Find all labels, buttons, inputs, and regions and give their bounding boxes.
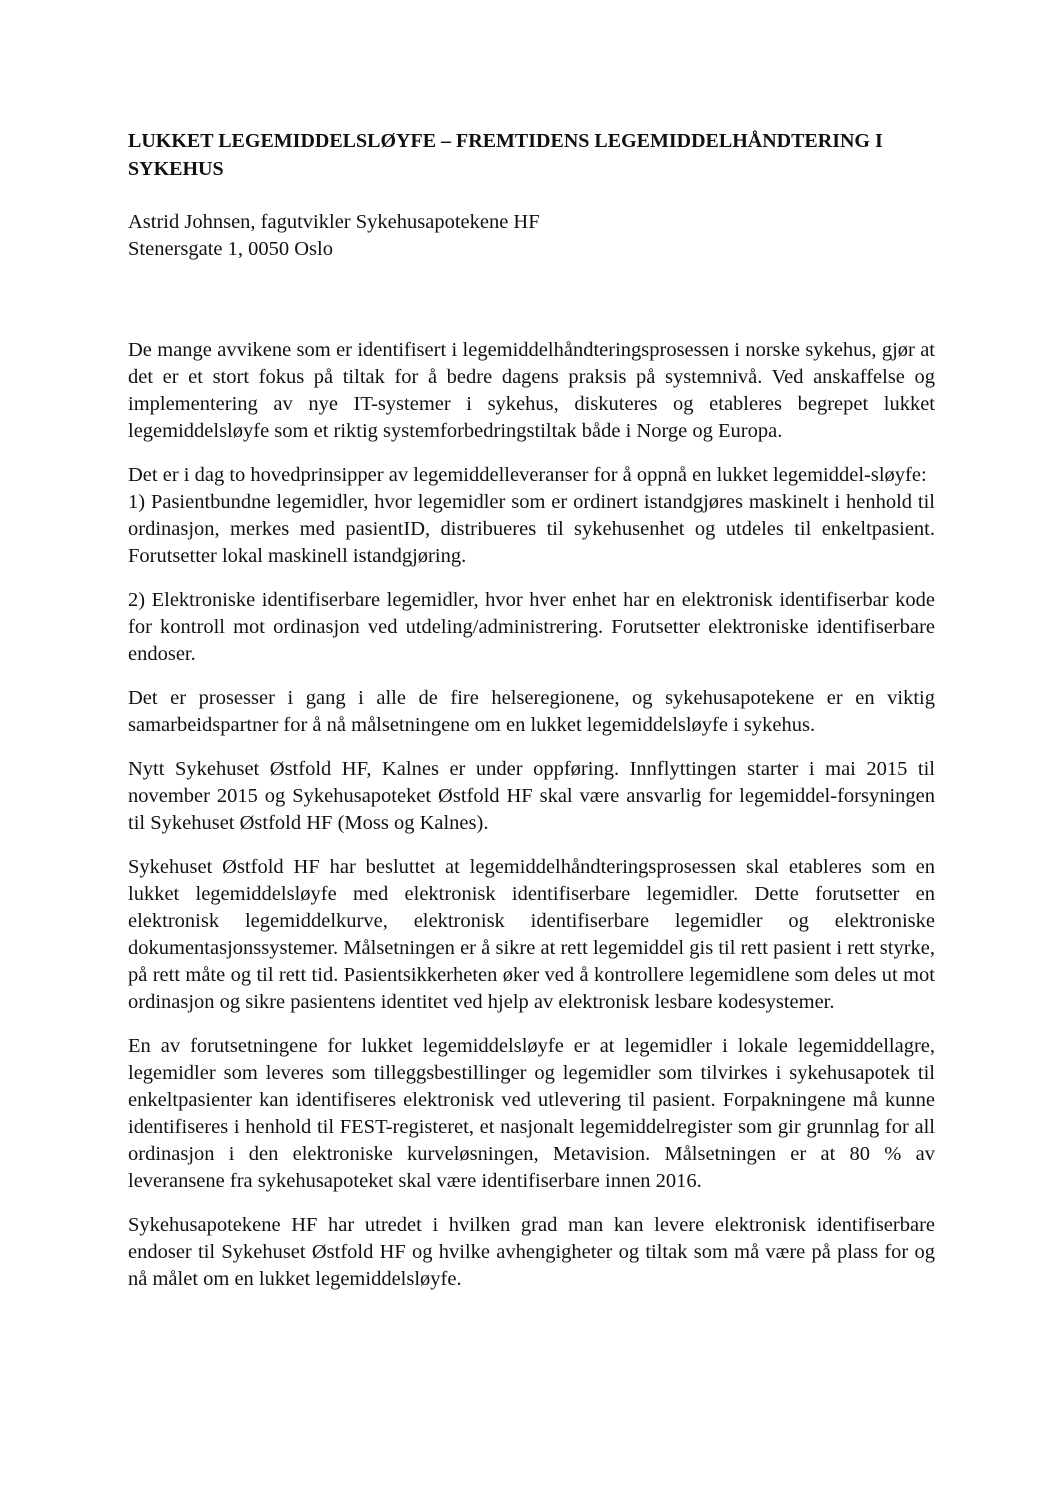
author-block	[128, 209, 935, 263]
paragraph: Sykehusapotekene HF har utredet i hvilken grad man kan levere elektronisk identifiserbare endoser til Sykehuset Østfold HF og hvilke avhengigheter og tiltak som må være på plass for og nå målet om en lukket legemiddelsløyfe.	[128, 1214, 935, 1290]
paragraph: De mange avvikene som er identifisert i legemiddelhåndteringsprosessen i norske sykehus, gjør at det er et stort fokus på tiltak for å bedre dagens praksis på systemnivå. Ved anskaffelse og implementering av nye IT-systemer i sykehus, diskuteres og etableres begrepet lukket legemiddelsløyfe som et riktig systemforbedringstiltak både i Norge og Europa.	[128, 339, 935, 442]
document-content	[128, 127, 935, 1310]
list-item: 2) Elektroniske identifiserbare legemidler, hvor hver enhet har en elektronisk identifiserbar kode for kontroll mot ordinasjon ved utdeling/administrering. Forutsetter elektroniske identifiserbare endoser.	[128, 589, 935, 665]
document-title: LUKKET LEGEMIDDELSLØYFE – FREMTIDENS LEGEMIDDELHÅNDTERING I SYKEHUS	[128, 130, 883, 180]
author-line: Astrid Johnsen, fagutvikler Sykehusapotekene HF	[128, 211, 540, 233]
paragraph: Det er i dag to hovedprinsipper av legemiddelleveranser for å oppnå en lukket legemiddel-sløyfe:	[128, 464, 927, 486]
paragraph: En av forutsetningene for lukket legemiddelsløyfe er at legemidler i lokale legemiddellagre, legemidler som leveres som tilleggsbestillinger og legemidler som tilvirkes i sykehusapotek til enkeltpasienter kan identifiseres elektronisk ved utlevering til pasient. Forpakningene må kunne identifiseres i henhold til FEST-registeret, et nasjonalt legemiddelregister som gir grunnlag for all ordinasjon i den elektroniske kurveløsningen, Metavision. Målsetningen er at 80 % av leveransene fra sykehusapoteket skal være identifiserbare innen 2016.	[128, 1035, 935, 1192]
paragraph: Nytt Sykehuset Østfold HF, Kalnes er under oppføring. Innflyttingen starter i mai 2015 til november 2015 og Sykehusapoteket Østfold HF skal være ansvarlig for legemiddel-forsyningen til Sykehuset Østfold HF (Moss og Kalnes).	[128, 758, 935, 834]
list-item: 1) Pasientbundne legemidler, hvor legemidler som er ordinert istandgjøres maskinelt i henhold til ordinasjon, merkes med pasientID, distribueres til sykehusenhet og utdeles til enkeltpasient. Forutsetter lokal maskinell istandgjøring.	[128, 491, 935, 567]
paragraph: Sykehuset Østfold HF har besluttet at legemiddelhåndteringsprosessen skal etableres som en lukket legemiddelsløyfe med elektronisk identifiserbare legemidler. Dette forutsetter en elektronisk legemiddelkurve, elektronisk identifiserbare legemidler og elektroniske dokumentasjonssystemer. Målsetningen er å sikre at rett legemiddel gis til rett pasient i rett styrke, på rett måte og til rett tid. Pasientsikkerheten øker ved å kontrollere legemidlene som deles ut mot ordinasjon og sikre pasientens identitet ved hjelp av elektronisk lesbare kodesystemer.	[128, 856, 935, 1013]
address-line: Stenersgate 1, 0050 Oslo	[128, 238, 333, 260]
paragraph: Det er prosesser i gang i alle de fire helseregionene, og sykehusapotekene er en viktig samarbeidspartner for å nå målsetningene om en lukket legemiddelsløyfe i sykehus.	[128, 687, 935, 736]
